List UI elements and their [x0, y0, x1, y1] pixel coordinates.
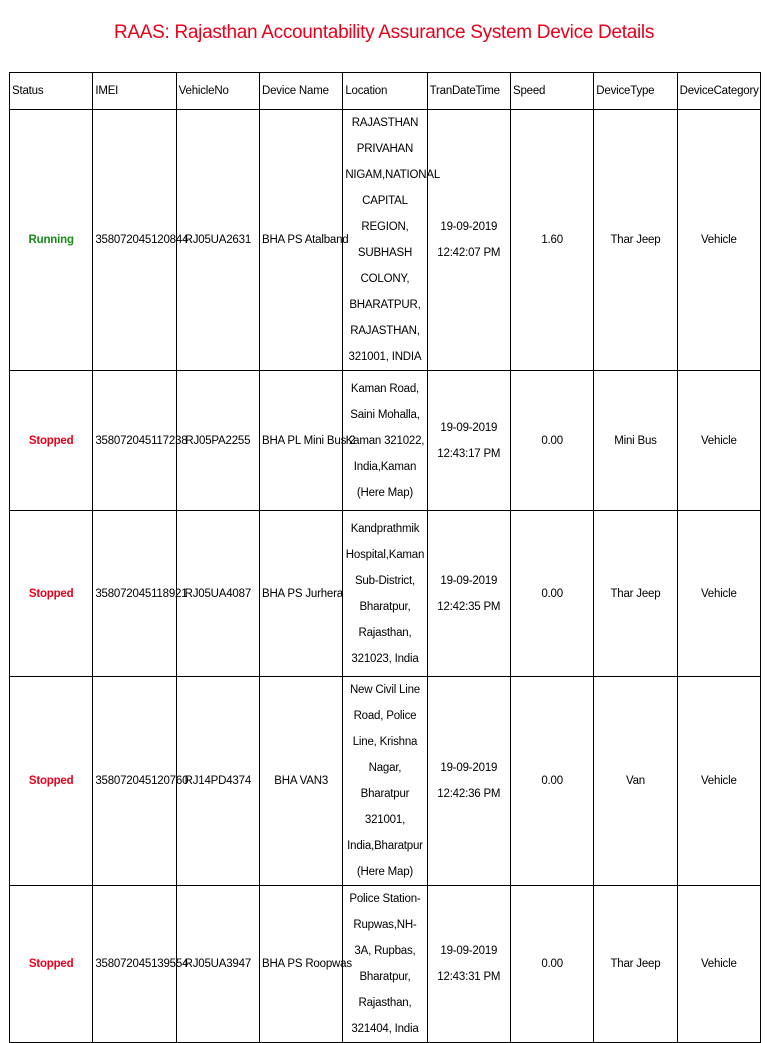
- device-details-table: [9, 72, 761, 1043]
- tran-datetime-cell: 19-09-2019 12:42:35 PM: [427, 511, 510, 677]
- tran-datetime-cell: 19-09-2019 12:42:36 PM: [427, 677, 510, 886]
- table-row: [10, 110, 761, 371]
- imei-cell: 358072045118921: [93, 511, 176, 677]
- header-tran-datetime: TranDateTime: [427, 73, 510, 110]
- device-type-cell: Mini Bus: [594, 371, 677, 511]
- header-vehicle-no: VehicleNo: [176, 73, 259, 110]
- header-device-category: DeviceCategory: [677, 73, 760, 110]
- device-type-cell: Thar Jeep: [594, 511, 677, 677]
- status-cell: Running: [10, 110, 93, 371]
- speed-cell: 0.00: [510, 677, 593, 886]
- imei-cell: 358072045120844: [93, 110, 176, 371]
- location-cell: New Civil Line Road, Police Line, Krishna Nagar, Bharatpur 321001, India,Bharatpur (Here Map): [343, 677, 427, 886]
- table-header-row: [10, 73, 761, 110]
- imei-cell: 358072045139554: [93, 886, 176, 1043]
- speed-cell: 1.60: [510, 110, 593, 371]
- location-cell: Kandprathmik Hospital,Kaman Sub-District, Bharatpur, Rajasthan, 321023, India: [343, 511, 427, 677]
- status-cell: Stopped: [10, 886, 93, 1043]
- table-row: [10, 511, 761, 677]
- device-category-cell: Vehicle: [677, 511, 760, 677]
- report-title: RAAS: Rajasthan Accountability Assurance System Device Details: [113, 22, 655, 43]
- device-category-cell: Vehicle: [677, 371, 760, 511]
- vehicle-no-cell: RJ14PD4374: [176, 677, 259, 886]
- table-row: [10, 371, 761, 511]
- device-name-cell: BHA VAN3: [259, 677, 342, 886]
- header-location: Location: [343, 73, 427, 110]
- table-row: [10, 677, 761, 886]
- tran-datetime-cell: 19-09-2019 12:43:17 PM: [427, 371, 510, 511]
- device-type-cell: Van: [594, 677, 677, 886]
- device-category-cell: Vehicle: [677, 110, 760, 371]
- imei-cell: 358072045117238: [93, 371, 176, 511]
- location-cell: Police Station-Rupwas,NH-3A, Rupbas, Bharatpur, Rajasthan, 321404, India: [343, 886, 427, 1043]
- header-device-name: Device Name: [259, 73, 342, 110]
- status-cell: Stopped: [10, 371, 93, 511]
- device-name-cell: BHA PL Mini Bus 2: [259, 371, 342, 511]
- speed-cell: 0.00: [510, 371, 593, 511]
- vehicle-no-cell: RJ05PA2255: [176, 371, 259, 511]
- imei-cell: 358072045120760: [93, 677, 176, 886]
- device-category-cell: Vehicle: [677, 886, 760, 1043]
- header-status: Status: [10, 73, 93, 110]
- location-cell: Kaman Road, Saini Mohalla, Kaman 321022, India,Kaman (Here Map): [343, 371, 427, 511]
- tran-datetime-cell: 19-09-2019 12:43:31 PM: [427, 886, 510, 1043]
- status-cell: Stopped: [10, 677, 93, 886]
- device-name-cell: BHA PS Roopwas: [259, 886, 342, 1043]
- speed-cell: 0.00: [510, 886, 593, 1043]
- tran-datetime-cell: 19-09-2019 12:42:07 PM: [427, 110, 510, 371]
- device-type-cell: Thar Jeep: [594, 110, 677, 371]
- device-name-cell: BHA PS Atalband: [259, 110, 342, 371]
- status-cell: Stopped: [10, 511, 93, 677]
- vehicle-no-cell: RJ05UA3947: [176, 886, 259, 1043]
- device-type-cell: Thar Jeep: [594, 886, 677, 1043]
- vehicle-no-cell: RJ05UA4087: [176, 511, 259, 677]
- header-imei: IMEI: [93, 73, 176, 110]
- header-device-type: DeviceType: [594, 73, 677, 110]
- location-cell: RAJASTHAN PRIVAHAN NIGAM,NATIONAL CAPITAL REGION, SUBHASH COLONY, BHARATPUR, RAJASTHAN, 321001, INDIA: [343, 110, 427, 371]
- header-speed: Speed: [510, 73, 593, 110]
- device-name-cell: BHA PS Jurhera: [259, 511, 342, 677]
- speed-cell: 0.00: [510, 511, 593, 677]
- table-row: [10, 886, 761, 1043]
- device-category-cell: Vehicle: [677, 677, 760, 886]
- vehicle-no-cell: RJ05UA2631: [176, 110, 259, 371]
